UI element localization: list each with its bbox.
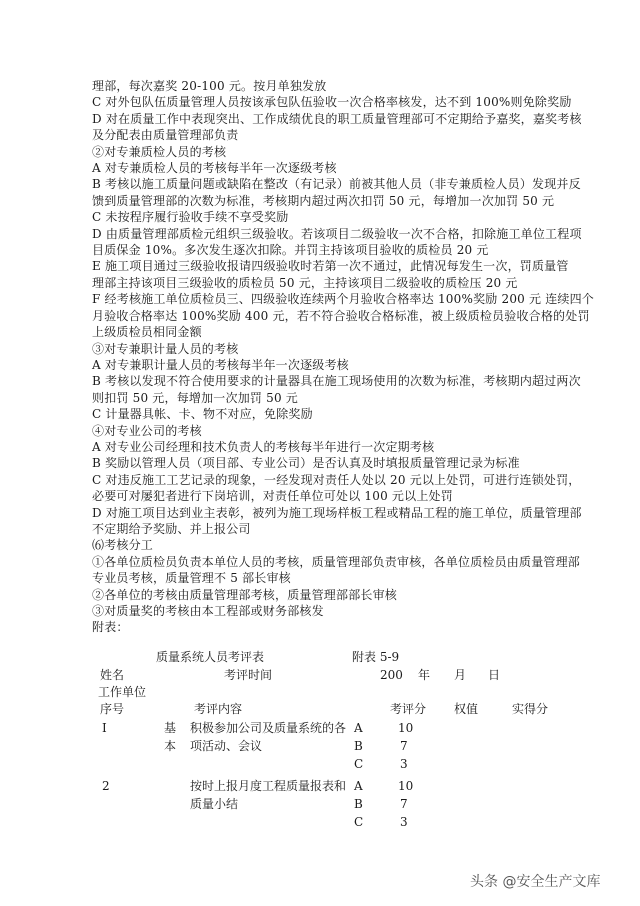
text-line: ③对质量奖的考核由本工程部或财务部核发: [92, 604, 324, 618]
row-category: 本: [164, 739, 177, 753]
row-category: 基: [164, 721, 177, 735]
row-score: 10: [398, 721, 414, 735]
text-line: 及分配表由质量管理部负责: [92, 128, 239, 143]
text-line: C 对外包队伍质量管理人员按该承包队伍验收一次合格率核发，达不到 100%则免除奖励: [92, 95, 572, 110]
form-title: 质量系统人员考评表: [156, 650, 265, 664]
text-line: D 对在质量工作中表现突出、工作成绩优良的职工质量管理部可不定期给予嘉奖，嘉奖考核: [92, 111, 582, 126]
work-unit-label: 工作单位: [98, 685, 147, 699]
month-unit: 月: [454, 668, 467, 682]
text-line: ②对专兼质检人员的考核: [92, 144, 227, 159]
text-line: B 考核以施工质量问题或缺陷在整改（有记录）前被其他人员（非专兼质检人员）发现并反: [92, 177, 581, 192]
row-grade: C: [354, 757, 364, 771]
name-label: 姓名: [100, 668, 125, 682]
text-line: ⑹考核分工: [92, 538, 154, 553]
row-number: 2: [102, 779, 110, 793]
row-number: I: [102, 721, 107, 735]
day-unit: 日: [488, 668, 501, 682]
row-score: 10: [398, 779, 414, 793]
text-line: A 对专业公司经理和技术负责人的考核每半年进行一次定期考核: [92, 439, 435, 454]
row-content: 按时上报月度工程质量报表和: [190, 779, 347, 793]
watermark: 头条 @安全生产文库: [470, 874, 601, 890]
body-text: [92, 78, 595, 636]
text-line: D 对施工项目达到业主表彰，被列为施工现场样板工程或精品工程的施工单位，质量管理部: [92, 505, 582, 520]
text-line: 附表：: [92, 620, 129, 635]
row-score: 7: [400, 797, 408, 811]
text-line: 月验收合格率达 100%奖励 400 元，若不符合验收合格标准，被上级质检员验收合格的处罚: [92, 308, 590, 323]
col-header-content: 考评内容: [194, 702, 243, 716]
text-line: C 未按程序履行验收手续不享受奖励: [92, 210, 289, 225]
row-content: 积极参加公司及质量系统的各: [190, 721, 347, 735]
form-table-number: 附表 5-9: [352, 650, 400, 664]
text-line: 理部主持该项目三级验收的质检员 50 元，主持该项目二级验收的质检压 20 元: [92, 275, 518, 290]
eval-time-label: 考评时间: [224, 668, 273, 682]
row-score: 3: [400, 757, 408, 771]
row-content: 项活动、会议: [190, 739, 263, 753]
col-header-weight: 权值: [454, 702, 479, 716]
text-line: D 由质量管理部质检元组织三级验收。若该项目二级验收一次不合格，扣除施工单位工程项: [92, 226, 582, 241]
year-unit: 年: [418, 668, 431, 682]
text-line: 理部，每次嘉奖 20-100 元。按月单独发放: [92, 79, 327, 93]
row-grade: C: [354, 815, 364, 829]
year-value: 200: [380, 668, 403, 682]
text-line: ②各单位的考核由质量管理部考核，质量管理部部长审核: [92, 587, 398, 602]
text-line: ③对专兼职计量人员的考核: [92, 341, 239, 356]
row-grade: A: [354, 779, 363, 793]
text-line: 不定期给予奖励、并上报公司: [92, 521, 251, 536]
text-line: F 经考核施工单位质检员三、四级验收连续两个月验收合格率达 100%奖励 200 元 连续四个: [92, 292, 595, 307]
text-line: B 考核以发现不符合使用要求的计量器具在施工现场使用的次数为标准，考核期内超过两次: [92, 374, 581, 389]
text-line: C 计量器具帐、卡、物不对应，免除奖励: [92, 407, 313, 422]
text-line: E 施工项目通过三级验收报请四级验收时若第一次不通过，此情况每发生一次，罚质量管: [92, 259, 569, 274]
col-header-no: 序号: [100, 702, 125, 716]
text-line: A 对专兼职计量人员的考核每半年一次逐级考核: [92, 357, 349, 372]
row-content: 质量小结: [190, 797, 239, 811]
text-line: 馈到质量管理部的次数为标准，考核期内超过两次扣罚 50 元，每增加一次加罚 50 元: [92, 193, 555, 208]
text-line: 专业员考核，质量管理不 5 部长审核: [92, 571, 291, 586]
text-line: C 对违反施工工艺记录的现象，一经发现对责任人处以 20 元以上处罚，可进行连锁处罚，: [92, 472, 581, 487]
text-line: 则扣罚 50 元，每增加一次加罚 50 元: [92, 390, 298, 405]
row-grade: B: [354, 739, 363, 753]
row-grade: A: [354, 721, 363, 735]
text-line: ④对专业公司的考核: [92, 423, 202, 438]
row-score: 3: [400, 815, 408, 829]
col-header-score: 考评分: [390, 702, 427, 716]
text-line: 必要可对屡犯者进行下岗培训，对责任单位可处以 100 元以上处罚: [92, 489, 453, 504]
text-line: ①各单位质检员负责本单位人员的考核，质量管理部负责审核，各单位质检员由质量管理部: [92, 554, 581, 569]
row-grade: B: [354, 797, 363, 811]
text-line: 上级质检员相同金额: [92, 325, 202, 340]
text-line: 目质保金 10%。多次发生逐次扣除。并罚主持该项目验收的质检员 20 元: [92, 243, 489, 258]
col-header-actual: 实得分: [512, 702, 549, 716]
text-line: A 对专兼质检人员的考核每半年一次逐级考核: [92, 161, 337, 176]
text-line: B 奖励以管理人员（项目部、专业公司）是否认真及时填报质量管理记录为标准: [92, 456, 520, 471]
row-score: 7: [400, 739, 408, 753]
